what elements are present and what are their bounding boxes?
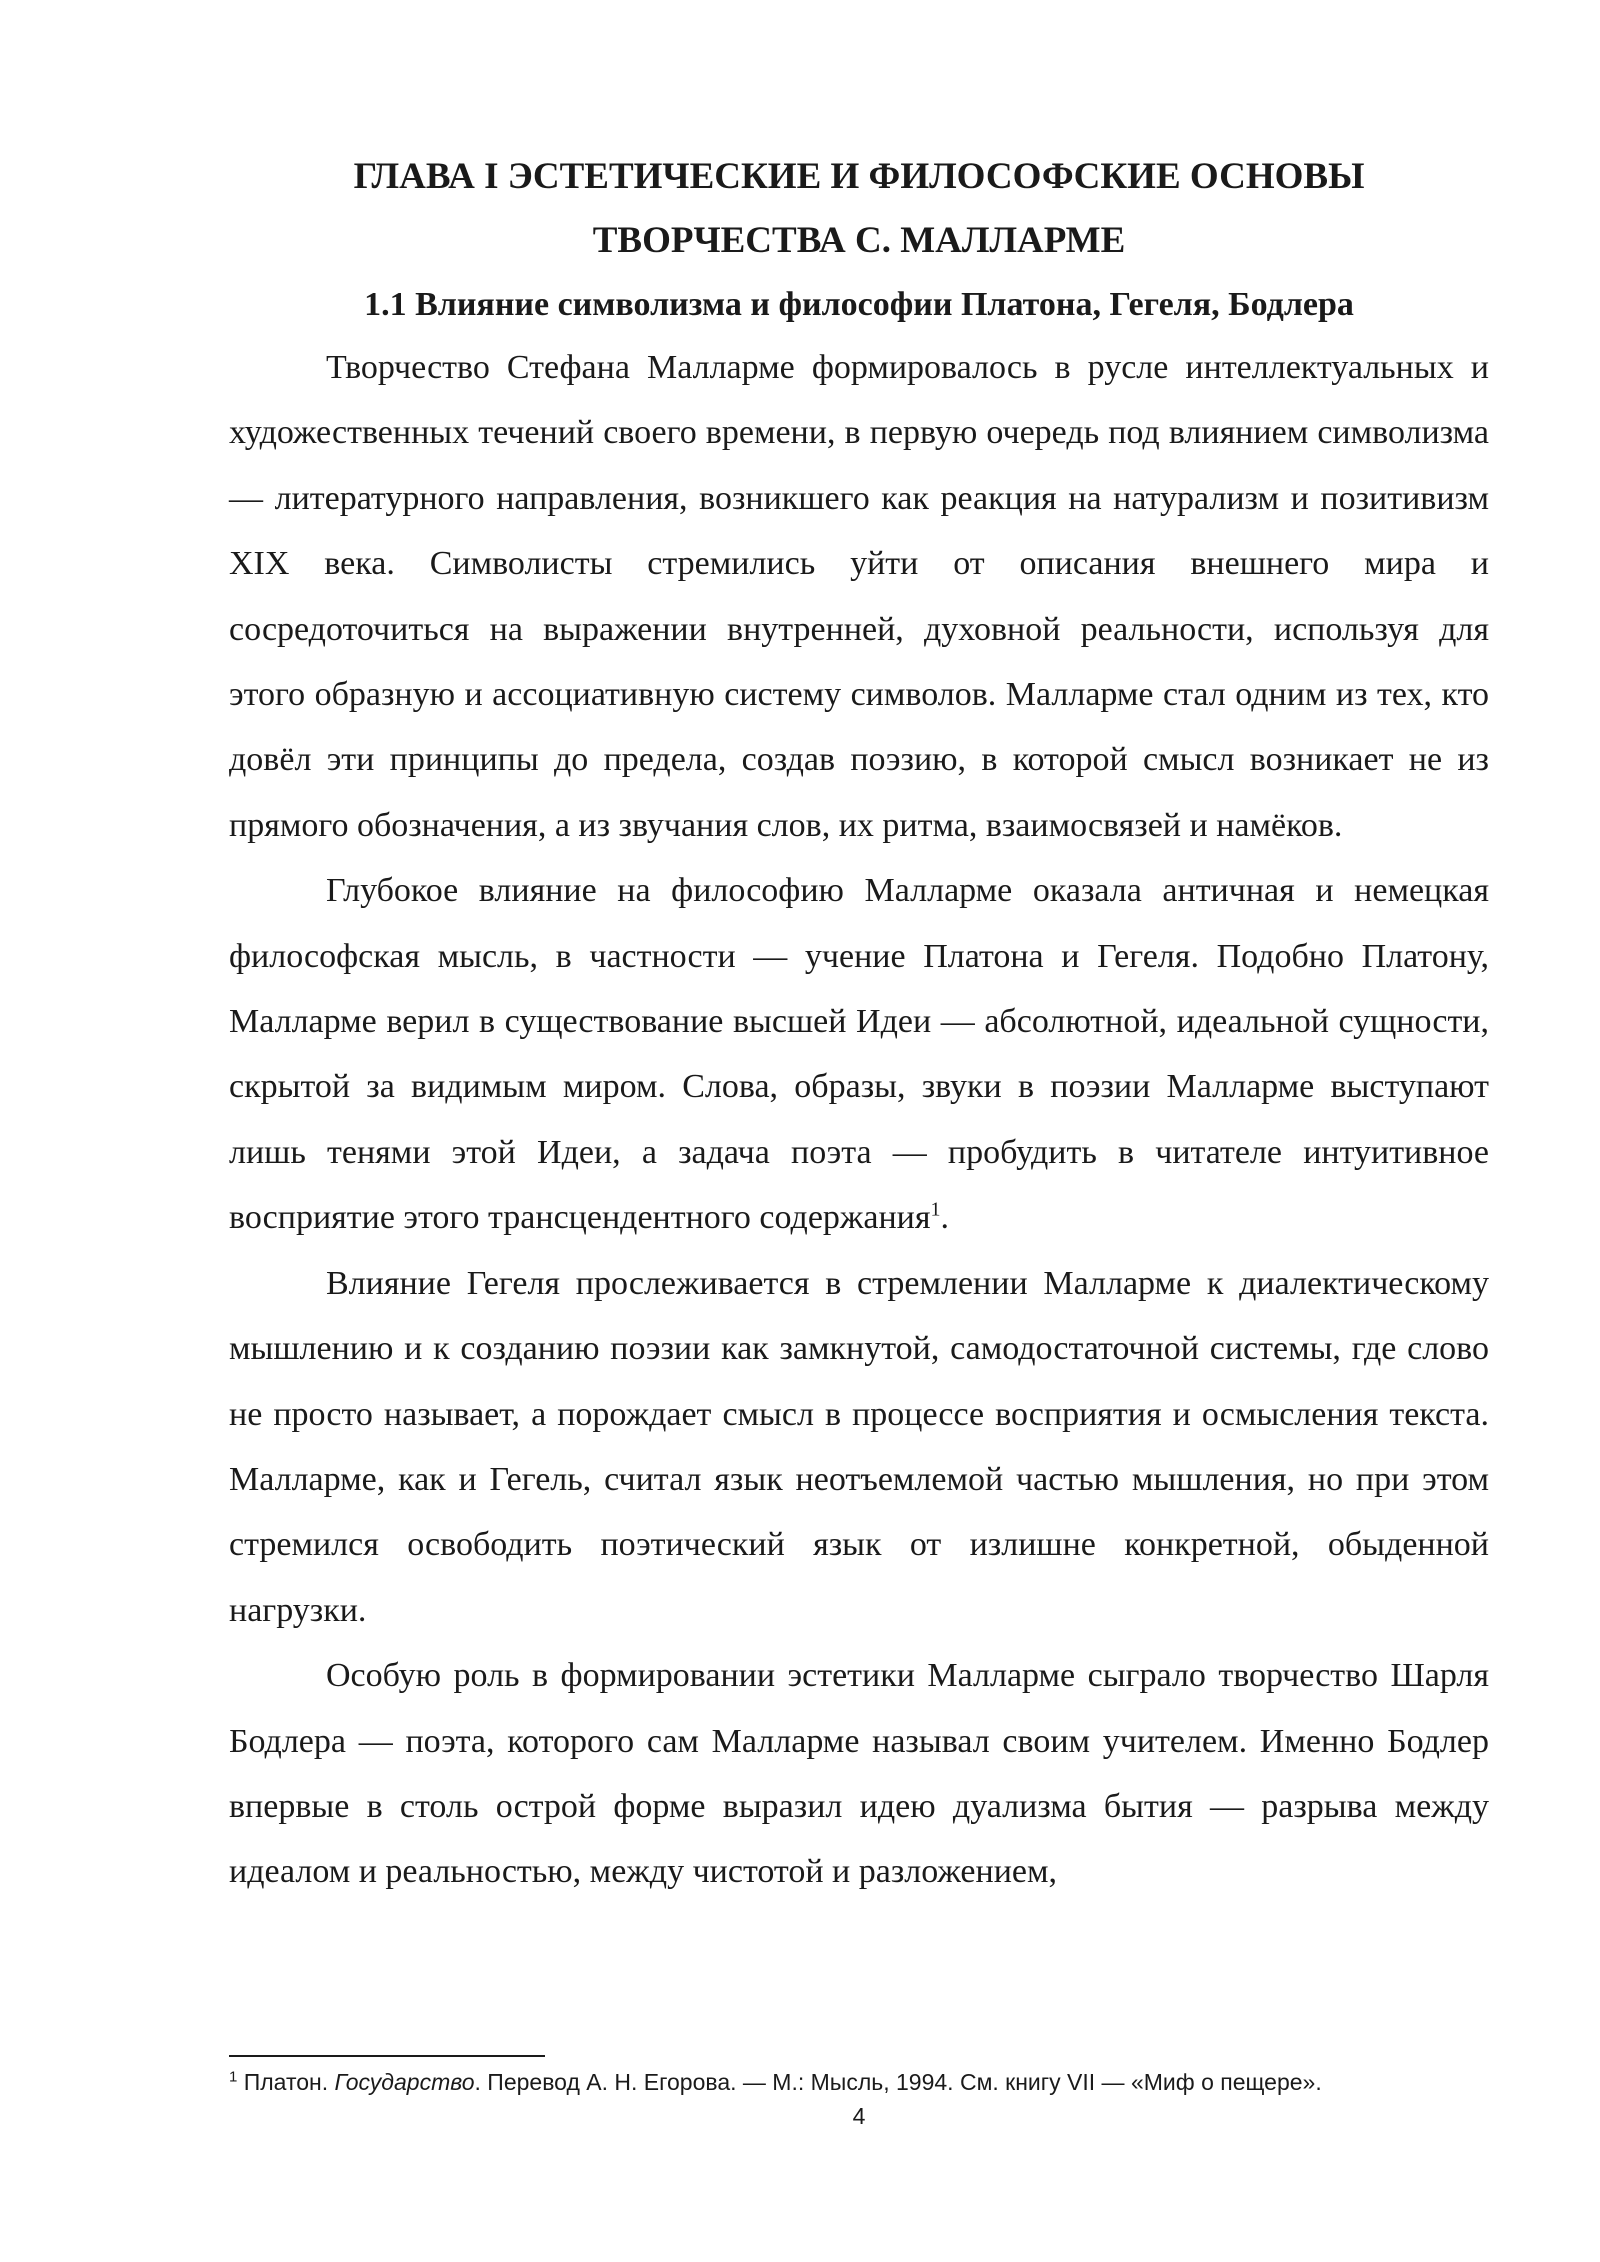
footnote-reference[interactable]: 1 — [930, 1198, 941, 1221]
chapter-title-line-2: ТВОРЧЕСТВА С. МАЛЛАРМЕ — [592, 220, 1126, 261]
footnote-details: . Перевод А. Н. Егорова. — М.: Мысль, 1994. См. книгу VII — «Миф о пещере». — [474, 2069, 1322, 2095]
paragraph-plato-hegel-text: Глубокое влияние на философию Малларме оказала античная и немецкая философская мысль, в частности — учение Платона и Гегеля. Подобно Платону, Малларме верил в существование высшей Идеи — абсолютной, идеальной сущности, скрытой за видимым миром. Слова, образы, звуки в поэзии Малларме выступают лишь тенями этой Идеи, а задача поэта — пробудить в читателе интуитивное восприятие этого трансцендентного содержания — [229, 872, 1489, 1237]
page-number: 4 — [852, 2103, 866, 2129]
paragraph-plato-hegel — [229, 858, 1489, 1250]
paragraph-symbolism: Творчество Стефана Малларме формировалось в русле интеллектуальных и художественных течений своего времени, в первую очередь под влиянием символизма — литературного направления, возникшего как реакция на натурализм и позитивизм XIX века. Символисты стремились уйти от описания внешнего мира и сосредоточиться на выражении внутренней, духовной реальности, используя для этого образную и ассоциативную систему символов. Малларме стал одним из тех, кто довёл эти принципы до предела, создав поэзию, в которой смысл возникает не из прямого обозначения, а из звучания слов, их ритма, взаимосвязей и намёков. — [229, 349, 1489, 844]
paragraph-plato-hegel-end: . — [940, 1199, 950, 1237]
section-title: 1.1 Влияние символизма и философии Платона, Гегеля, Бодлера — [364, 286, 1354, 323]
footnote — [229, 2066, 1489, 2098]
footnote-marker: 1 — [229, 2068, 238, 2086]
footnote-author: Платон. — [237, 2069, 335, 2095]
chapter-title-line-1: ГЛАВА I ЭСТЕТИЧЕСКИЕ И ФИЛОСОФСКИЕ ОСНОВЫ — [353, 156, 1365, 197]
footnote-separator — [229, 2055, 545, 2057]
page-content — [229, 0, 1489, 1905]
paragraph-baudelaire: Особую роль в формировании эстетики Малларме сыграло творчество Шарля Бодлера — поэта, которого сам Малларме называл своим учителем. Именно Бодлер впервые в столь острой форме выразил идею дуализма бытия — разрыва между идеалом и реальностью, между чистотой и разложением, — [229, 1657, 1489, 1891]
paragraph-hegel: Влияние Гегеля прослеживается в стремлении Малларме к диалектическому мышлению и к созданию поэзии как замкнутой, самодостаточной системы, где слово не просто называет, а порождает смысл в процессе восприятия и осмысления текста. Малларме, как и Гегель, считал язык неотъемлемой частью мышления, но при этом стремился освободить поэтический язык от излишне конкретной, обыденной нагрузки. — [229, 1264, 1489, 1629]
chapter-title — [229, 0, 1489, 273]
footnote-work-title: Государство — [334, 2069, 475, 2095]
